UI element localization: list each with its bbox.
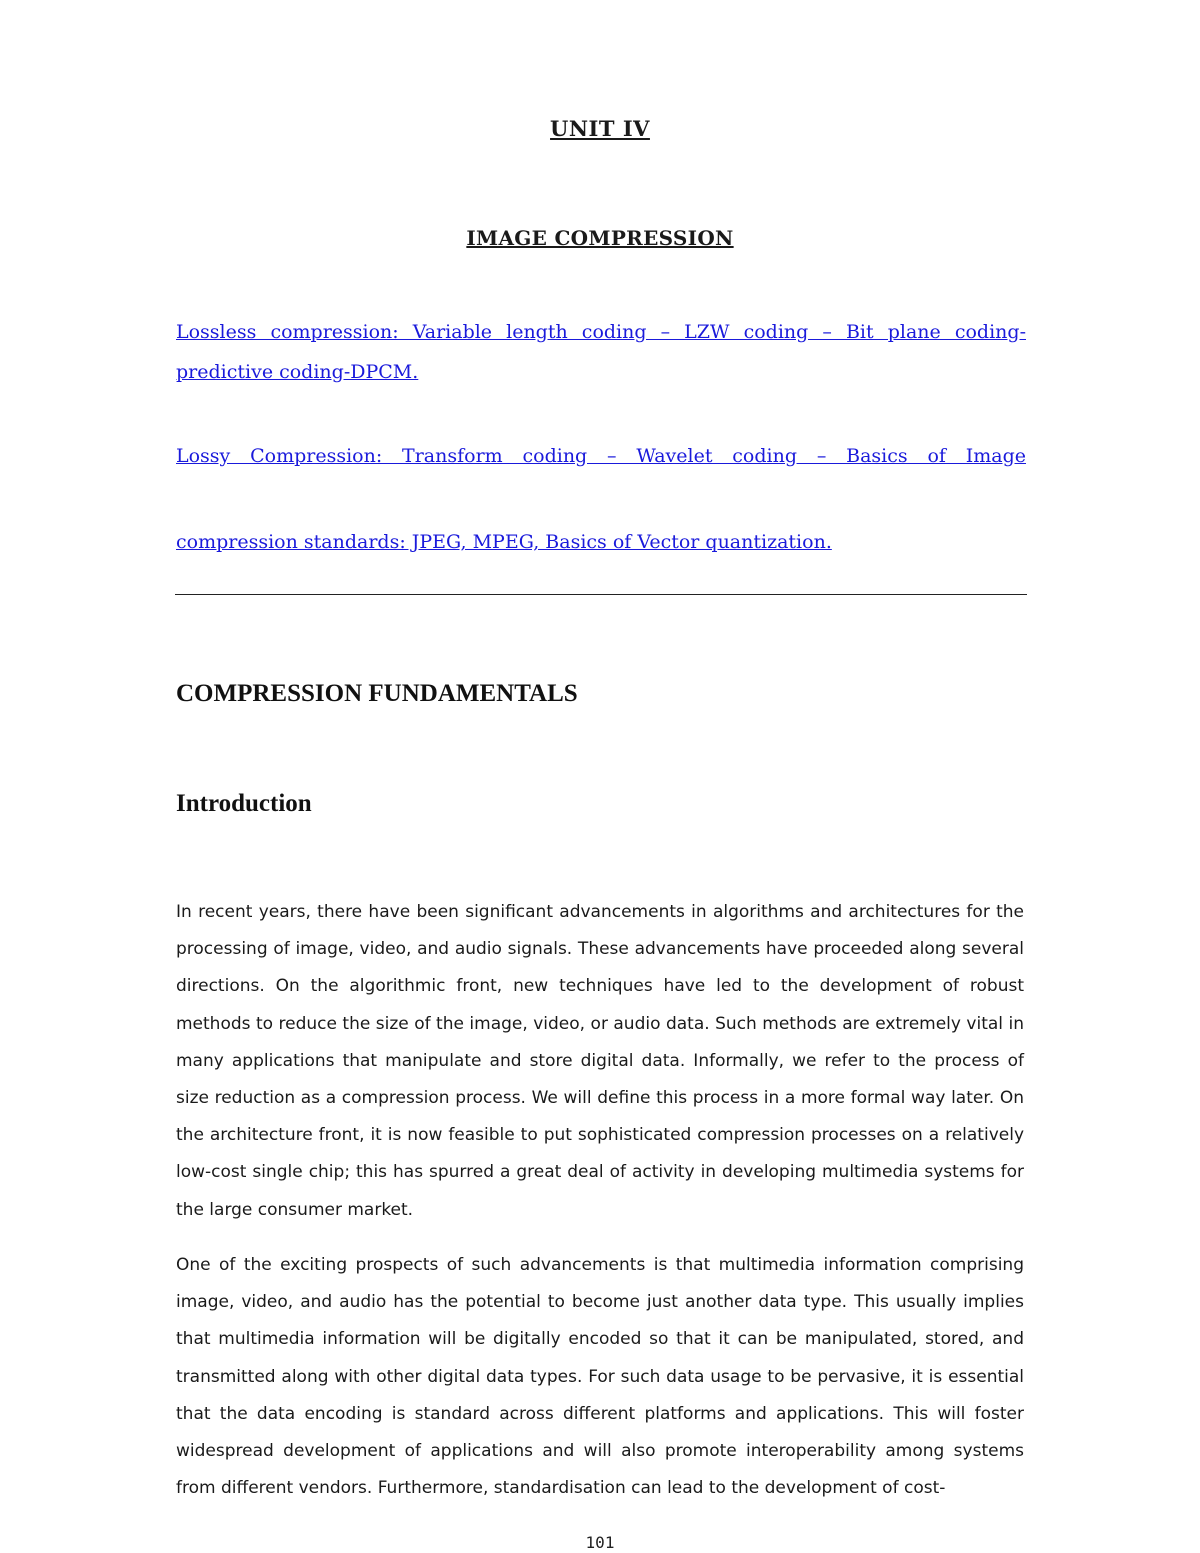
- syllabus-lossless-line2[interactable]: predictive coding-DPCM.: [176, 361, 419, 383]
- syllabus-lossless-line1[interactable]: Lossless compression: Variable length coding – LZW coding – Bit plane coding-: [176, 321, 1026, 343]
- subsection-heading: Introduction: [176, 790, 312, 817]
- section-heading: COMPRESSION FUNDAMENTALS: [176, 680, 578, 707]
- body-paragraph-1: In recent years, there have been significant advancements in algorithms and architectures for the processing of image, video, and audio signals. These advancements have proceeded along several directions. On the algorithmic front, new techniques have led to the development of robust methods to reduce the size of the image, video, or audio data. Such methods are extremely vital in many applications that manipulate and store digital data. Informally, we refer to the process of size reduction as a compression process. We will define this process in a more formal way later. On the architecture front, it is now feasible to put sophisticated compression processes on a relatively low-cost single chip; this has spurred a great deal of activity in developing multimedia systems for the large consumer market.: [176, 902, 1024, 1220]
- body-paragraph-2: One of the exciting prospects of such advancements is that multimedia information comprising image, video, and audio has the potential to become just another data type. This usually implies that multimedia information will be digitally encoded so that it can be manipulated, stored, and transmitted along with other digital data types. For such data usage to be pervasive, it is essential that the data encoding is standard across different platforms and applications. This will foster widespread development of applications and will also promote interoperability among systems from different vendors. Furthermore, standardisation can lead to the development of cost-: [176, 1255, 1024, 1499]
- syllabus-lossless-link[interactable]: [176, 312, 1026, 392]
- unit-title: UNIT IV: [550, 116, 650, 141]
- syllabus-lossy-line2[interactable]: compression standards: JPEG, MPEG, Basics of Vector quantization.: [176, 531, 832, 553]
- syllabus-lossy-line1[interactable]: Lossy Compression: Transform coding – Wavelet coding – Basics of Image: [176, 445, 1026, 467]
- horizontal-divider: [175, 594, 1027, 595]
- chapter-title: IMAGE COMPRESSION: [466, 226, 734, 250]
- page-number: 101: [585, 1533, 615, 1552]
